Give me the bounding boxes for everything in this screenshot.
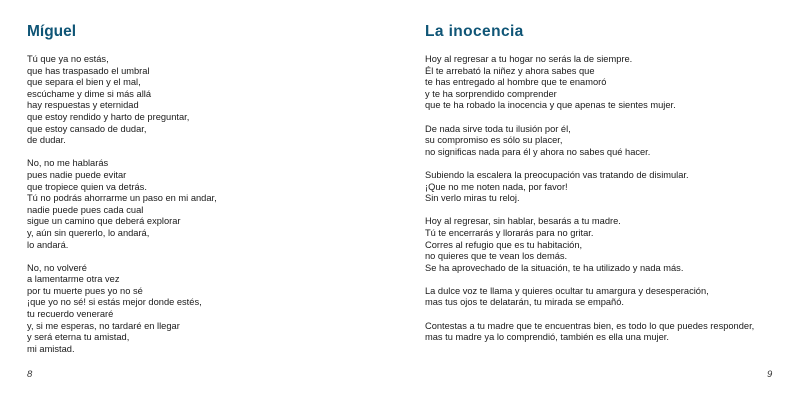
poem-line: No, no me hablarás <box>27 158 109 169</box>
poem-line: nadie puede pues cada cual <box>27 204 144 215</box>
poem-line: hay respuestas y eternidad <box>27 100 139 111</box>
stanza <box>425 216 754 274</box>
poem-title: La inocencia <box>425 23 524 40</box>
poem-body <box>27 54 217 367</box>
poem-line: mas tu madre ya lo comprendió, también es ella una mujer. <box>425 332 669 343</box>
poem-line: escúchame y dime si más allá <box>27 88 152 99</box>
poem-line: no quieres que te vean los demás. <box>425 251 568 262</box>
poem-line: y será eterna tu amistad, <box>27 332 130 343</box>
poem-line: lo andará. <box>27 239 69 250</box>
poem-line: ¡Que no me noten nada, por favor! <box>425 181 568 192</box>
poem-line: que te ha robado la inocencia y que apenas te sientes mujer. <box>425 100 676 111</box>
poem-line: Él te arrebató la niñez y ahora sabes que <box>425 65 595 76</box>
poem-line: mas tus ojos te delatarán, tu mirada se empañó. <box>425 297 624 308</box>
poem-line: Se ha aprovechado de la situación, te ha utilizado y nada más. <box>425 262 684 273</box>
poem-line: Tú no podrás ahorrarme un paso en mi andar, <box>27 193 217 204</box>
poem-line: Hoy al regresar, sin hablar, besarás a tu madre. <box>425 216 621 227</box>
poem-title: Míguel <box>27 23 77 40</box>
poem-line: ¡que yo no sé! si estás mejor donde estés, <box>27 297 202 308</box>
poem-line: pues nadie puede evitar <box>27 169 127 180</box>
poem-line: que tropiece quien va detrás. <box>27 181 147 192</box>
right-page <box>425 0 785 400</box>
poem-line: a lamentarme otra vez <box>27 274 120 285</box>
stanza <box>425 124 754 159</box>
page-number: 9 <box>767 369 773 380</box>
poem-line: La dulce voz te llama y quieres ocultar tu amargura y desesperación, <box>425 285 709 296</box>
poem-line: por tu muerte pues yo no sé <box>27 285 143 296</box>
poem-line: Hoy al regresar a tu hogar no serás la de siempre. <box>425 54 633 64</box>
poem-line: sigue un camino que deberá explorar <box>27 216 181 227</box>
poem-line: que has traspasado el umbral <box>27 65 150 76</box>
poem-line: de dudar. <box>27 135 66 146</box>
poem-line: Tú te encerrarás y llorarás para no gritar. <box>425 227 594 238</box>
stanza <box>425 54 754 112</box>
poem-line: mi amistad. <box>27 343 75 354</box>
poem-line: y, aún sin quererlo, lo andará, <box>27 227 150 238</box>
poem-line: su compromiso es sólo su placer, <box>425 135 563 146</box>
poem-line: no significas nada para él y ahora no sabes qué hacer. <box>425 146 651 157</box>
page-number: 8 <box>27 369 33 380</box>
poem-line: que estoy rendido y harto de preguntar, <box>27 111 190 122</box>
stanza <box>425 321 754 344</box>
poem-line: que separa el bien y el mal, <box>27 77 141 88</box>
stanza <box>27 158 217 251</box>
poem-line: y, si me esperas, no tardaré en llegar <box>27 320 180 331</box>
poem-line: Tú que ya no estás, <box>27 54 109 64</box>
poem-line: Corres al refugio que es tu habitación, <box>425 239 583 250</box>
stanza <box>27 263 217 356</box>
stanza <box>27 54 217 147</box>
poem-line: te has entregado al hombre que te enamoró <box>425 77 607 88</box>
poem-line: y te ha sorprendido comprender <box>425 88 557 99</box>
stanza <box>425 286 754 309</box>
poem-line: Subiendo la escalera la preocupación vas tratando de disimular. <box>425 169 689 180</box>
poem-line: que estoy cansado de dudar, <box>27 123 147 134</box>
poem-line: De nada sirve toda tu ilusión por él, <box>425 123 571 134</box>
poem-line: tu recuerdo veneraré <box>27 309 114 320</box>
poem-line: Contestas a tu madre que te encuentras bien, es todo lo que puedes responder, <box>425 320 755 331</box>
poem-line: Sin verlo miras tu reloj. <box>425 193 520 204</box>
left-page <box>27 0 387 400</box>
stanza <box>425 170 754 205</box>
poem-line: No, no volveré <box>27 262 87 273</box>
poem-body <box>425 54 754 355</box>
